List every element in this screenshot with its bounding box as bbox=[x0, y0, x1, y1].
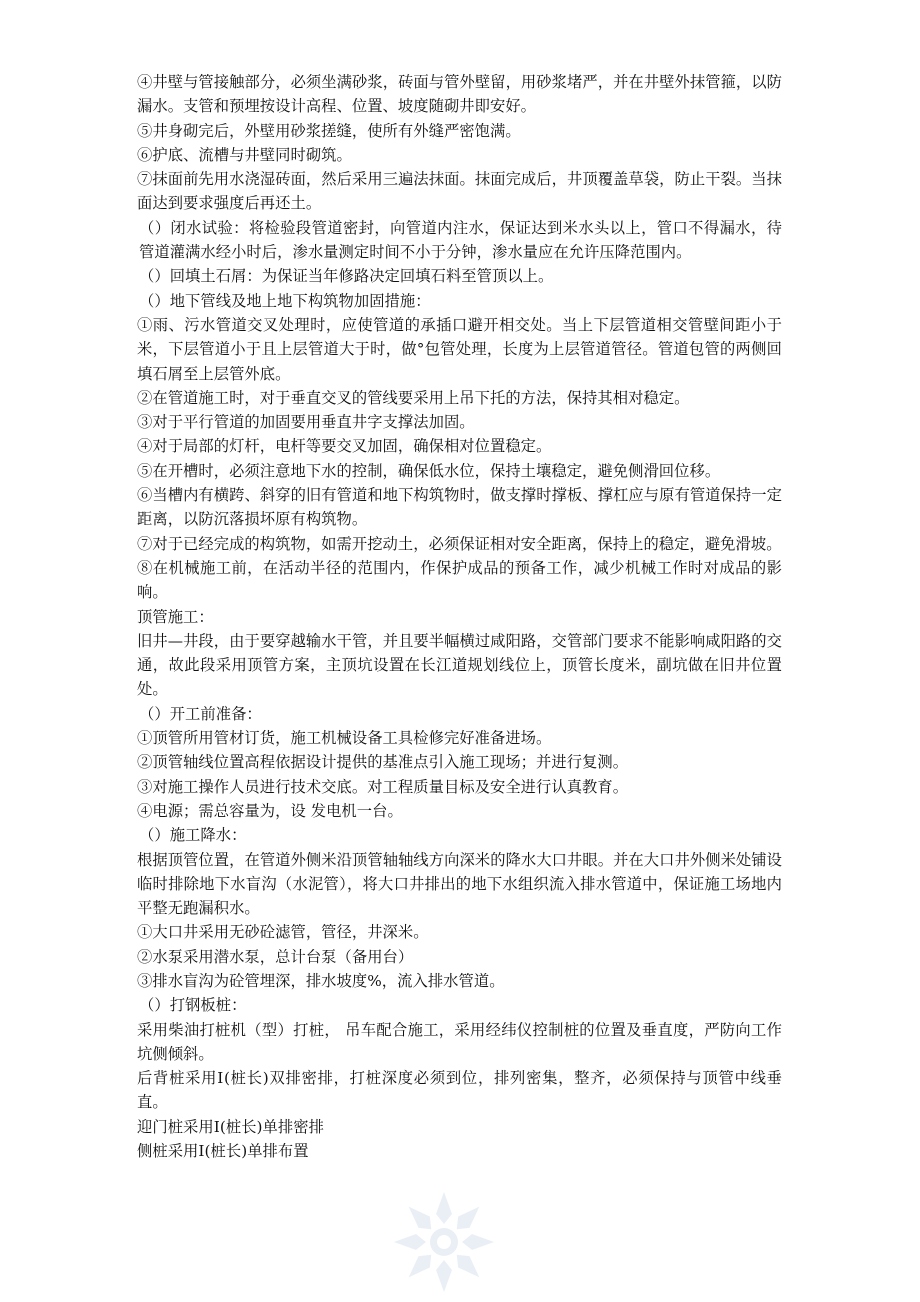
paragraph-13: ⑥当槽内有横跨、斜穿的旧有管道和地下构筑物时，做支撑时撑板、撑杠应与原有管道保持一定距离，以防沉落损坏原有构筑物。 bbox=[137, 486, 782, 529]
paragraph-2: ⑤井身砌完后，外壁用砂浆搓缝，使所有外缝严密饱满。 bbox=[137, 121, 521, 140]
paragraph-18: （）开工前准备： bbox=[139, 704, 262, 723]
paragraph-10: ③对于平行管道的加固要用垂直井字支撑法加固。 bbox=[137, 413, 475, 432]
paragraph-19: ①顶管所用管材订货，施工机械设备工具检修完好准备进场。 bbox=[137, 729, 552, 748]
paragraph-15: ⑧在机械施工前，在活动半径的范围内，作保护成品的预备工作，减少机械工作时对成品的影响。 bbox=[137, 558, 782, 602]
paragraph-5: （）闭水试验：将检验段管道密封，向管道内注水，保证达到米水头以上，管口不得漏水，待管道灌满水经小时后，渗水量测定时间不小于分钟，渗水量应在允许压降范围内。 bbox=[139, 218, 782, 262]
paragraph-9: ②在管道施工时，对于垂直交叉的管线要采用上吊下托的方法，保持其相对稳定。 bbox=[137, 388, 690, 407]
paragraph-8: ①雨、污水管道交叉处理时，应使管道的承插口避开相交处。当上下层管道相交管壁间距小于米，下层管道小于且上层管道大于时，做°包管处理，长度为上层管道管径。管道包管的两侧回填石屑至上层管外底。 bbox=[137, 315, 782, 383]
paragraph-20: ②顶管轴线位置高程依据设计提供的基准点引入施工现场；并进行复测。 bbox=[137, 753, 629, 772]
paragraph-28: （）打钢板桩： bbox=[139, 996, 247, 1015]
paragraph-12: ⑤在开槽时，必须注意地下水的控制，确保低水位，保持土壤稳定，避免侧滑回位移。 bbox=[137, 461, 721, 480]
paragraph-31: 迎门桩采用Ⅰ(桩长)单排密排 bbox=[137, 1117, 324, 1136]
paragraph-4: ⑦抹面前先用水浇湿砖面，然后采用三遍法抹面。抹面完成后，井顶覆盖草袋，防止干裂。当抹面达到要求强度后再还土。 bbox=[137, 170, 782, 213]
paragraph-23: （）施工降水： bbox=[139, 826, 247, 845]
paragraph-7: （）地下管线及地上地下构筑物加固措施： bbox=[139, 291, 431, 310]
document-body bbox=[137, 70, 782, 1163]
paragraph-21: ③对施工操作人员进行技术交底。对工程质量目标及安全进行认真教育。 bbox=[137, 777, 629, 796]
paragraph-26: ②水泵采用潜水泵，总计台泵（备用台） bbox=[137, 947, 414, 966]
paragraph-29: 采用柴油打桩机（型）打桩， 吊车配合施工，采用经纬仪控制桩的位置及垂直度，严防向工作坑侧倾斜。 bbox=[137, 1020, 782, 1063]
paragraph-3: ⑥护底、流槽与井壁同时砌筑。 bbox=[137, 145, 352, 164]
paragraph-6: （）回填土石屑：为保证当年修路决定回填石料至管顶以上。 bbox=[139, 267, 554, 286]
section-heading-pipe-jacking: 顶管施工： bbox=[137, 607, 214, 626]
snowflake-logo-icon bbox=[392, 1190, 496, 1294]
paragraph-22: ④电源；需总容量为，设 发电机一台。 bbox=[137, 801, 403, 820]
paragraph-11: ④对于局部的灯杆，电杆等要交叉加固，确保相对位置稳定。 bbox=[137, 437, 552, 456]
paragraph-14: ⑦对于已经完成的构筑物，如需开挖动土，必须保证相对安全距离，保持上的稳定，避免滑坡。 bbox=[137, 534, 782, 553]
paragraph-1: ④井壁与管接触部分，必须坐满砂浆，砖面与管外壁留，用砂浆堵严，并在井壁外抹管箍，以防漏水。支管和预埋按设计高程、位置、坡度随砌井即安好。 bbox=[137, 73, 782, 116]
paragraph-32: 侧桩采用Ⅰ(桩长)单排布置 bbox=[137, 1142, 309, 1161]
paragraph-17: 旧井—井段，由于要穿越输水干管，并且要半幅横过咸阳路，交管部门要求不能影响咸阳路的交通，故此段采用顶管方案，主顶坑设置在长江道规划线位上，顶管长度米，副坑做在旧井位置处。 bbox=[137, 631, 782, 699]
paragraph-30: 后背桩采用Ⅰ(桩长)双排密排，打桩深度必须到位，排列密集，整齐，必须保持与顶管中线垂直。 bbox=[137, 1069, 782, 1112]
paragraph-24: 根据顶管位置，在管道外侧米沿顶管轴轴线方向深米的降水大口井眼。并在大口井外侧米处铺设临时排除地下水盲沟（水泥管），将大口井排出的地下水组织流入排水管道中，保证施工场地内平整无跑漏积水。 bbox=[137, 850, 782, 918]
paragraph-25: ①大口井采用无砂砼滤管，管径，井深米。 bbox=[137, 923, 429, 942]
paragraph-27: ③排水盲沟为砼管埋深，排水坡度%，流入排水管道。 bbox=[137, 971, 505, 990]
